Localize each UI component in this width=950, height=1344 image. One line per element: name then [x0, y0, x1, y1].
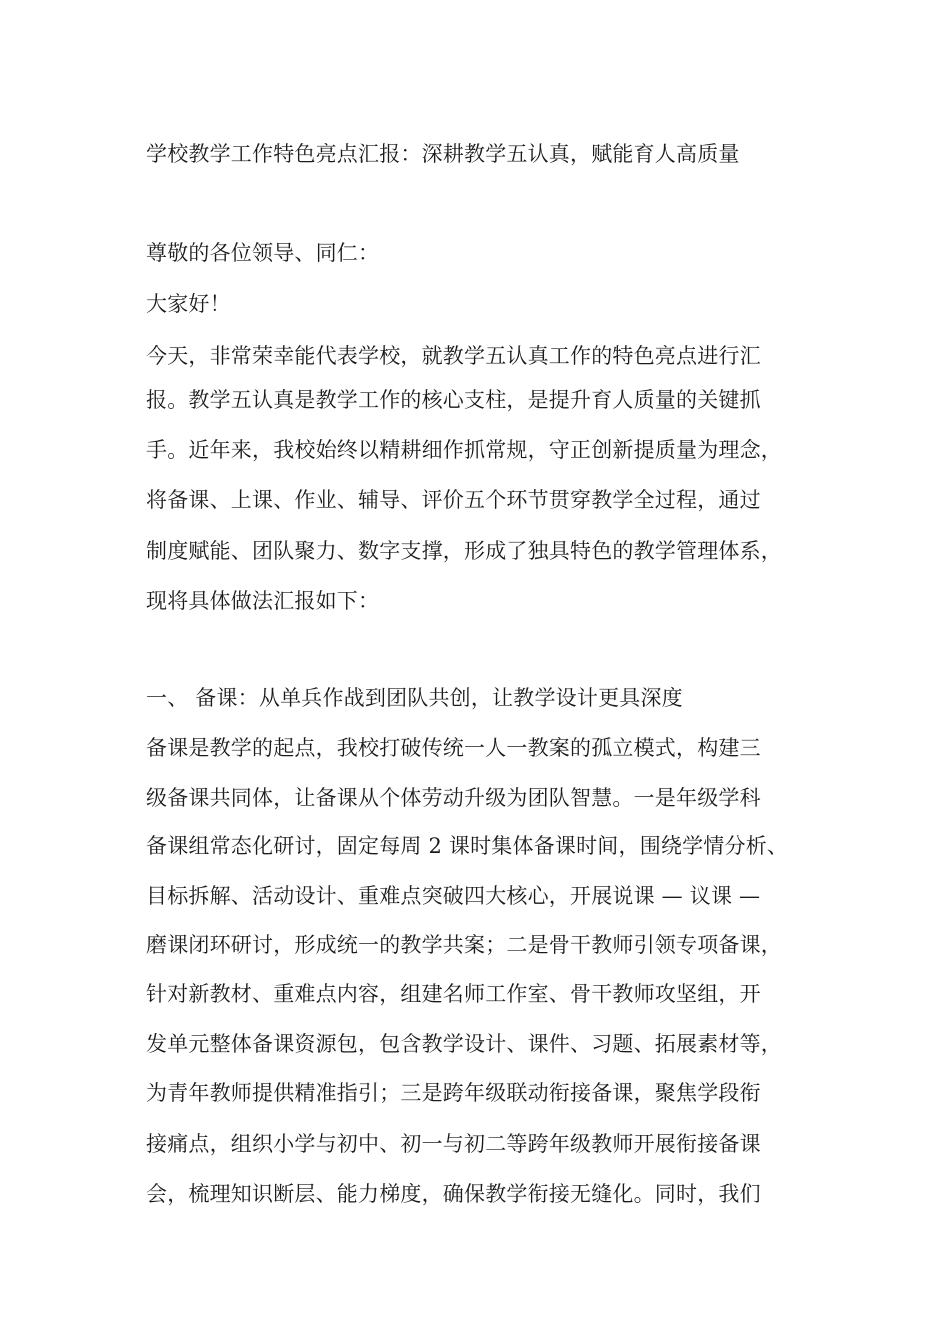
- body-line: 备课组常态化研讨，固定每周 2 课时集体备课时间，围绕学情分析、: [146, 834, 789, 858]
- intro-line: 将备课、上课、作业、辅导、评价五个环节贯穿教学全过程，通过: [146, 488, 761, 512]
- greeting: 大家好！: [146, 292, 231, 316]
- body-line: 针对新教材、重难点内容，组建名师工作室、骨干教师攻坚组，开: [146, 982, 761, 1006]
- body-line: 磨课闭环研讨，形成统一的教学共案；二是骨干教师引领专项备课，: [146, 933, 782, 957]
- body-line: 发单元整体备课资源包，包含教学设计、课件、习题、拓展素材等，: [146, 1032, 782, 1056]
- intro-line: 现将具体做法汇报如下：: [146, 589, 380, 613]
- body-line: 为青年教师提供精准指引；三是跨年级联动衔接备课，聚焦学段衔: [146, 1081, 761, 1105]
- body-line: 备课是教学的起点，我校打破传统一人一教案的孤立模式，构建三: [146, 736, 761, 760]
- section-heading: 一、 备课：从单兵作战到团队共创，让教学设计更具深度: [146, 686, 683, 710]
- salutation: 尊敬的各位领导、同仁：: [146, 241, 380, 265]
- intro-line: 今天，非常荣幸能代表学校，就教学五认真工作的特色亮点进行汇: [146, 344, 761, 368]
- intro-line: 制度赋能、团队聚力、数字支撑，形成了独具特色的教学管理体系，: [146, 539, 782, 563]
- body-line: 目标拆解、活动设计、重难点突破四大核心，开展说课 — 议课 —: [146, 884, 761, 908]
- document-title: 学校教学工作特色亮点汇报：深耕教学五认真，赋能育人高质量: [146, 142, 740, 166]
- body-line: 会，梳理知识断层、能力梯度，确保教学衔接无缝化。同时，我们: [146, 1182, 761, 1206]
- body-line: 级备课共同体，让备课从个体劳动升级为团队智慧。一是年级学科: [146, 786, 761, 810]
- intro-line: 手。近年来，我校始终以精耕细作抓常规，守正创新提质量为理念，: [146, 438, 782, 462]
- intro-line: 报。教学五认真是教学工作的核心支柱，是提升育人质量的关键抓: [146, 388, 761, 412]
- body-line: 接痛点，组织小学与初中、初一与初二等跨年级教师开展衔接备课: [146, 1132, 761, 1156]
